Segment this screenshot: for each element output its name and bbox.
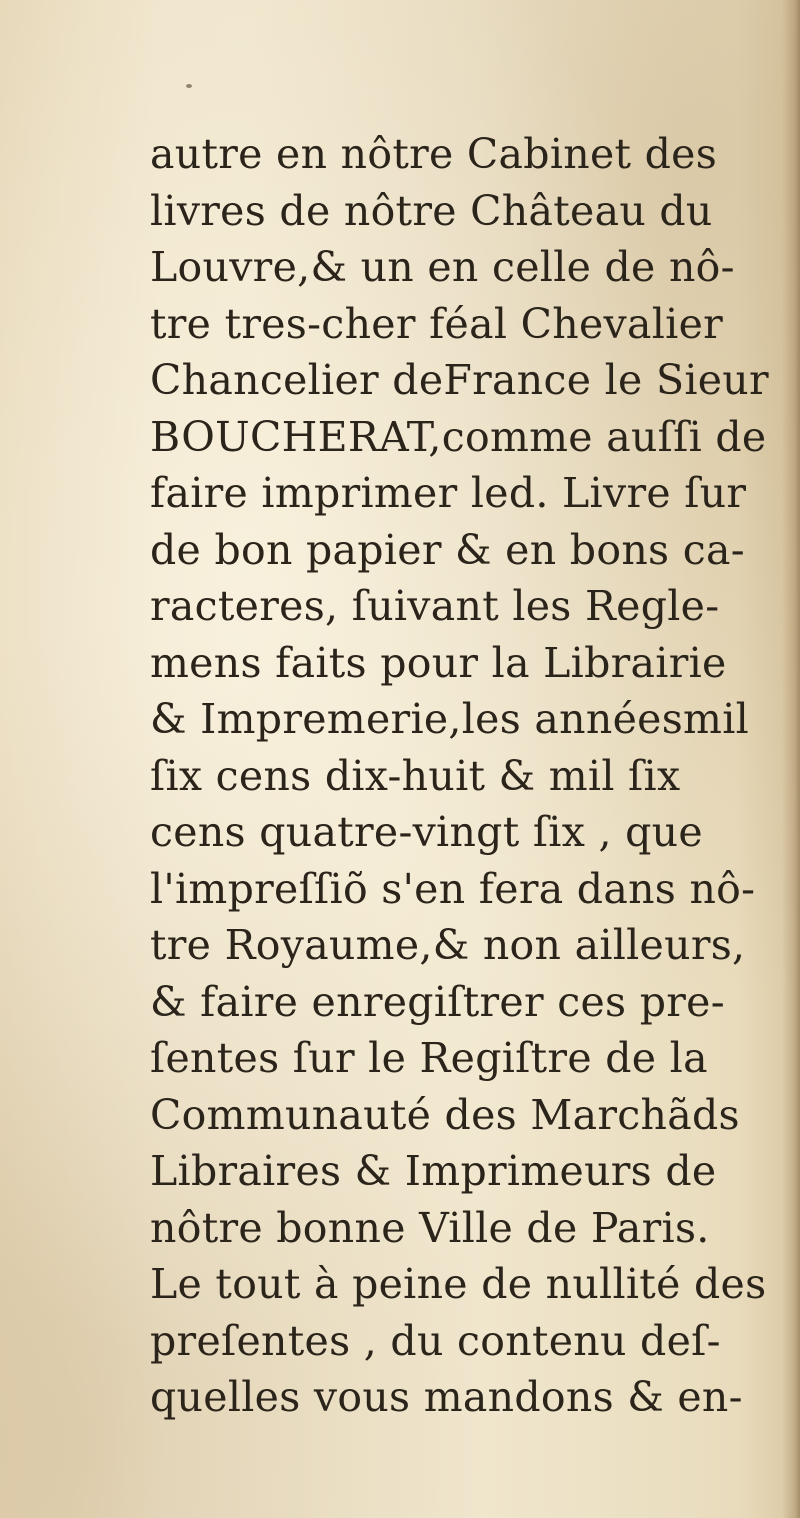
text-line: racteres, ſuivant les Regle- <box>150 582 720 630</box>
ink-speck <box>186 84 192 88</box>
text-line: Le tout à peine de nullité des <box>150 1260 767 1308</box>
text-line: mens faits pour la Librairie <box>150 638 727 687</box>
page-text-block <box>150 126 790 1426</box>
text-line: livres de nôtre Château du <box>150 186 713 235</box>
text-line: Chancelier deFrance le Sieur <box>150 356 769 404</box>
text-line: ſentes ſur le Regiſtre de la <box>150 1034 708 1082</box>
text-line: de bon papier & en bons ca- <box>150 525 745 574</box>
text-line: autre en nôtre Cabinet des <box>150 130 718 178</box>
text-line: nôtre bonne Ville de Paris. <box>150 1203 710 1252</box>
text-line: Communauté des Marchãds <box>150 1090 740 1139</box>
text-line: tre tres-cher féal Chevalier <box>150 299 724 348</box>
text-line: ſix cens dix-huit & mil ſix <box>150 751 681 800</box>
text-line: BOUCHERAT,comme auſſi de <box>150 412 767 461</box>
text-line: Libraires & Imprimeurs de <box>150 1147 717 1195</box>
text-line: l'impreſſiõ s'en fera dans nô- <box>150 864 756 913</box>
text-line: tre Royaume,& non ailleurs, <box>150 921 746 969</box>
text-line: cens quatre-vingt ſix , que <box>150 808 703 856</box>
text-line: & Impremerie,les annéesmil <box>150 695 750 743</box>
text-line: quelles vous mandons & en- <box>150 1373 743 1421</box>
text-line: Louvre,& un en celle de nô- <box>150 243 735 291</box>
text-line: & faire enregiſtrer ces pre- <box>150 977 725 1026</box>
text-line: preſentes , du contenu deſ- <box>150 1316 721 1365</box>
text-line: faire imprimer led. Livre ſur <box>150 469 747 517</box>
